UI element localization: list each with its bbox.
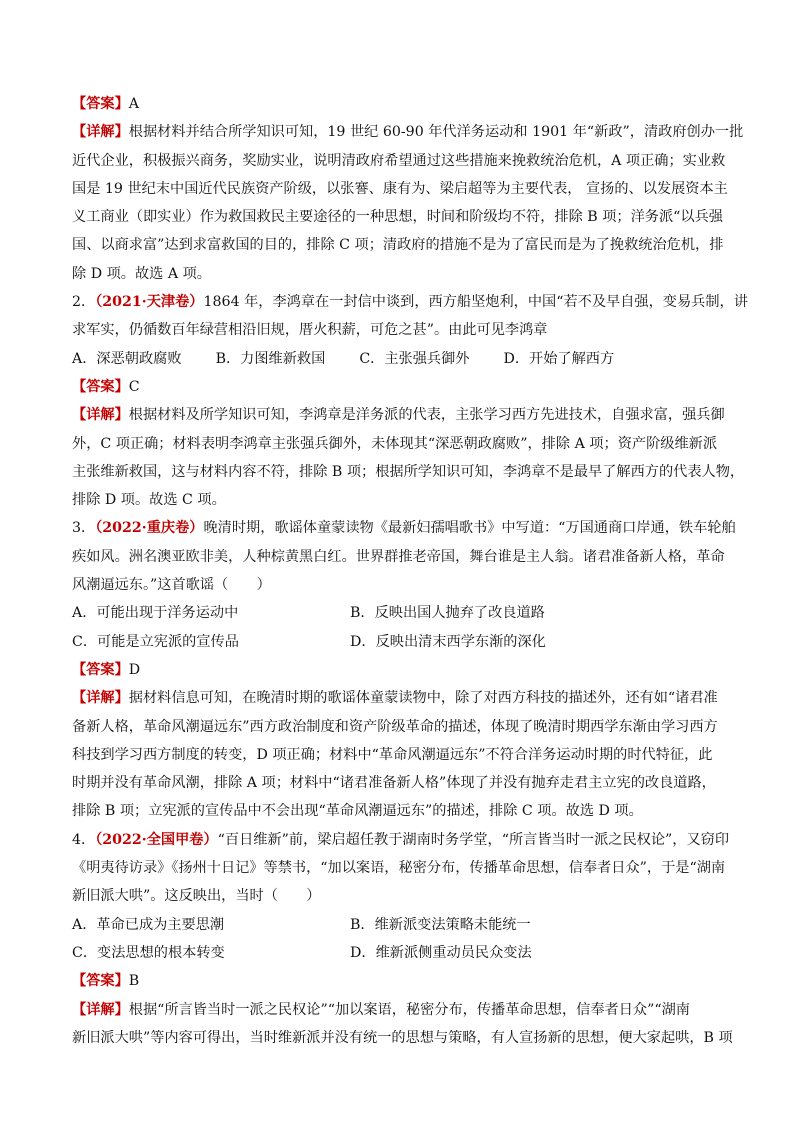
option-d: D．开始了解西方 (503, 350, 615, 367)
q3-answer-line (72, 656, 722, 684)
option-b: B．维新派变法策略未能统一 (350, 916, 531, 933)
option-a: A．革命已成为主要思潮 (72, 916, 225, 933)
option-d: D．维新派侧重动员民众变法 (350, 944, 532, 961)
question-text: “百日维新”前，梁启超任教于湖南时务学堂，“所言皆当时一派之民权论”，又窃印 (217, 831, 730, 848)
option-c: C．主张强兵御外 (359, 350, 470, 367)
detail-text: 国是 19 世纪末中国近代民族资产阶级，以张謇、康有为、梁启超等为主要代表， 宣扬的、以发展资本主 (72, 180, 728, 197)
option-b: B．反映出国人抛弃了改良道路 (350, 605, 545, 622)
option-d: D．反映出清末西学东渐的深化 (350, 633, 546, 650)
q3-options-row2 (72, 628, 722, 656)
q4-options-row2 (72, 939, 722, 967)
q4-answer-line (72, 967, 722, 995)
detail-text: 根据“所言皆当时一派之民权论”“加以案语，秘密分布，传播革命思想，信奉者日众”“湖南 (128, 1001, 690, 1018)
question-text: 疾如风。洲名澳亚欧非美，人种棕黄黑白红。世界群推老帝国，舞台谁是主人翁。诸君准备新人格，革命 (72, 548, 725, 565)
question-text: 《明夷待访录》《扬州十日记》等禁书，“加以案语，秘密分布，传播革命思想，信奉者日众”，于是“湖南 (72, 860, 726, 877)
q3-detail-line (72, 684, 722, 712)
question-number: 4． (72, 831, 96, 848)
question-number: 3． (72, 520, 96, 537)
detail-text: 近代企业，积极振兴商务，奖励实业，说明清政府希望通过这些措施来挽救统治危机，A 项正确；实业救 (72, 152, 726, 169)
question-source: （2021·天津卷） (95, 294, 204, 311)
detail-text: 时期并没有革命风潮，排除 A 项；材料中“诸君准备新人格”体现了并没有抛弃走君主立宪的改良道路， (72, 775, 716, 792)
option-a: A．深恶朝政腐败 (72, 350, 182, 367)
document-page (72, 90, 748, 1052)
detail-tag: 【详解】 (72, 407, 129, 424)
detail-tag: 【详解】 (72, 690, 129, 707)
answer-value: A (128, 96, 140, 112)
question-text: 风潮逼远东。”这首歌谣（ ） (72, 577, 271, 594)
question-source: （2022·全国甲卷） (95, 831, 218, 848)
detail-text: 根据材料并结合所学知识可知，19 世纪 60-90 年代洋务运动和 1901 年“新政”，清政府创办一批 (128, 124, 744, 141)
q1-answer-line (72, 90, 722, 118)
q4-detail-line (72, 996, 722, 1024)
q4-stem (72, 826, 730, 854)
option-c: C．变法思想的根本转变 (72, 944, 225, 961)
detail-text: 国、以商求富”达到求富救国的目的，排除 C 项；清政府的措施不是为了富民而是为了挽救统治危机，排 (72, 237, 724, 254)
detail-text: 排除 D 项。故选 C 项。 (72, 492, 226, 509)
question-text: 求军实，仍循数百年绿营相沿旧规，厝火积薪，可危之甚”。由此可见李鸿章 (72, 322, 548, 339)
q2-stem (72, 288, 748, 316)
answer-value: D (128, 661, 141, 678)
answer-tag: 【答案】 (72, 973, 129, 990)
answer-tag: 【答案】 (72, 378, 129, 395)
detail-text: 外，C 项正确；材料表明李鸿章主张强兵御外，未体现其“深恶朝政腐败”，排除 A 项；资产阶级维新派 (72, 435, 718, 452)
q3-stem (72, 514, 736, 542)
detail-tag: 【详解】 (72, 124, 129, 141)
detail-text: 主张维新救国，这与材料内容不符，排除 B 项；根据所学知识可知，李鸿章不是最早了解西方的代表人物， (72, 463, 745, 480)
q2-answer-line (72, 373, 722, 401)
detail-tag: 【详解】 (72, 1001, 129, 1018)
q2-detail-line (72, 401, 725, 429)
detail-text: 科技到学习西方制度的转变，D 项正确；材料中“革命风潮逼远东”不符合洋务运动时期的时代特征，此 (72, 746, 713, 763)
option-a: A．可能出现于洋务运动中 (72, 605, 239, 622)
q3-options-row1 (72, 599, 722, 627)
option-b: B．力图维新救国 (215, 350, 326, 367)
q4-options-row1 (72, 911, 722, 939)
answer-value: B (128, 973, 140, 990)
detail-text: 新旧派大哄”等内容可得出，当时维新派并没有统一的思想与策略，有人宣扬新的思想，便大家起哄，B 项 (72, 1029, 733, 1046)
option-c: C．可能是立宪派的宣传品 (72, 633, 239, 650)
question-text: 1864 年，李鸿章在一封信中谈到，西方船坚炮利，中国“若不及早自强，变易兵制，讲 (203, 294, 748, 311)
question-number: 2． (72, 294, 96, 311)
question-source: （2022·重庆卷） (95, 520, 204, 537)
detail-text: 根据材料及所学知识可知，李鸿章是洋务派的代表，主张学习西方先进技术，自强求富，强兵御 (128, 407, 725, 424)
detail-text: 义工商业（即实业）作为救国救民主要途径的一种思想，时间和阶级均不符，排除 B 项；洋务派“以兵强 (72, 209, 723, 226)
answer-tag: 【答案】 (72, 661, 129, 678)
detail-text: 除 D 项。故选 A 项。 (72, 265, 211, 282)
question-text: 晚清时期，歌谣体童蒙读物《最新妇孺唱歌书》中写道：“万国通商口岸通，铁车轮舶 (203, 520, 736, 537)
answer-value: C (128, 378, 140, 395)
detail-text: 据材料信息可知，在晚清时期的歌谣体童蒙读物中，除了对西方科技的描述外，还有如“诸君准 (128, 690, 718, 707)
q1-detail-line (72, 118, 744, 146)
answer-tag: 【答案】 (72, 96, 129, 112)
q2-options (72, 345, 722, 373)
detail-text: 排除 B 项；立宪派的宣传品中不会出现“革命风潮逼远东”的描述，排除 C 项。故选 D 项。 (72, 803, 643, 820)
question-text: 新旧派大哄”。这反映出，当时（ ） (72, 888, 321, 905)
detail-text: 备新人格，革命风潮逼远东”西方政治制度和资产阶级革命的描述，体现了晚清时期西学东渐由学习西方 (72, 718, 718, 735)
